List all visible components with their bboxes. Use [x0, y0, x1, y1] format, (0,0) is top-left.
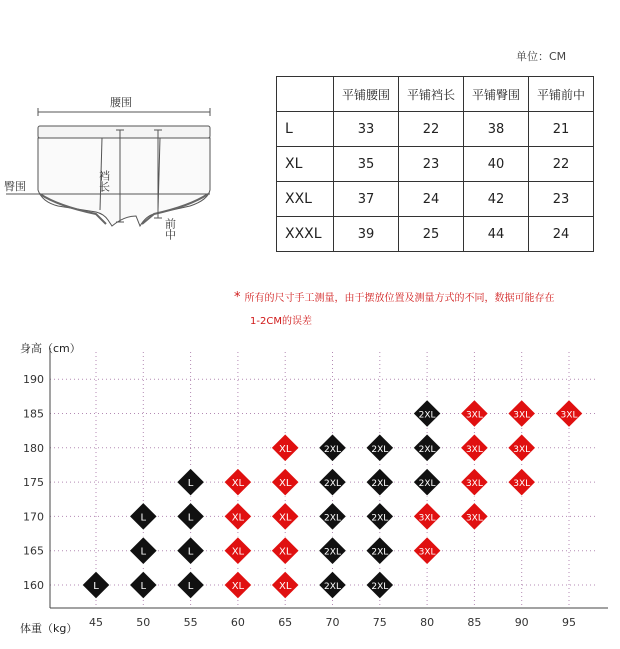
- marker-label: 2XL: [371, 547, 389, 558]
- size-marker-2xl: [319, 571, 347, 599]
- size-marker-xl: [271, 468, 299, 496]
- size-marker-2xl: [413, 400, 441, 428]
- table-cell: 33: [334, 112, 399, 147]
- table-cell: 24: [399, 182, 464, 217]
- size-marker-3xl: [460, 400, 488, 428]
- marker-label: XL: [231, 546, 245, 558]
- marker-label: L: [140, 512, 147, 524]
- y-tick-label: 180: [23, 441, 44, 455]
- x-tick-label: 85: [467, 616, 482, 629]
- note-line-1: 所有的尺寸手工测量，由于摆放位置及测量方式的不同，数据可能存在: [244, 293, 555, 304]
- size-marker-l: [129, 502, 157, 530]
- y-tick-label: 160: [23, 579, 44, 592]
- size-marker-xl: [224, 468, 252, 496]
- marker-label: 2XL: [371, 513, 389, 524]
- size-marker-3xl: [413, 537, 441, 565]
- table-row: [277, 182, 594, 217]
- marker-label: 2XL: [418, 479, 436, 490]
- size-marker-2xl: [366, 434, 394, 462]
- table-cell: 40: [464, 147, 529, 182]
- size-marker-xl: [271, 571, 299, 599]
- size-marker-2xl: [319, 502, 347, 530]
- table-row: [277, 217, 594, 252]
- marker-label: XL: [278, 478, 292, 490]
- marker-label: 2XL: [324, 479, 341, 490]
- size-marker-l: [177, 571, 205, 599]
- marker-label: 3XL: [465, 410, 483, 421]
- briefs-diagram: [0, 90, 230, 260]
- table-cell: 24: [529, 217, 594, 252]
- size-marker-2xl: [413, 434, 441, 462]
- marker-label: 3XL: [513, 410, 531, 421]
- marker-label: 2XL: [418, 444, 436, 455]
- size-marker-3xl: [413, 502, 441, 530]
- size-marker-l: [177, 502, 205, 530]
- size-table: [276, 76, 594, 252]
- x-tick-label: 70: [325, 616, 340, 629]
- size-marker-xl: [224, 571, 252, 599]
- y-axis-label: 身高（cm）: [20, 342, 81, 355]
- briefs-outline: [38, 126, 210, 226]
- hip-label: 臀围: [4, 180, 26, 193]
- size-marker-2xl: [319, 468, 347, 496]
- table-header-cell: 平铺腰围: [334, 77, 399, 112]
- table-cell: 22: [399, 112, 464, 147]
- marker-label: L: [187, 581, 194, 592]
- table-cell: 42: [464, 182, 529, 217]
- marker-label: 3XL: [418, 547, 436, 558]
- size-marker-xl: [271, 502, 299, 530]
- marker-label: XL: [278, 546, 292, 558]
- size-marker-xl: [224, 537, 252, 565]
- size-marker-xl: [271, 434, 299, 462]
- marker-label: 3XL: [560, 410, 578, 421]
- size-marker-2xl: [413, 468, 441, 496]
- marker-label: L: [140, 581, 147, 592]
- size-marker-2xl: [366, 502, 394, 530]
- measurement-note: [234, 286, 555, 333]
- table-row: [277, 147, 594, 182]
- table-cell-size: XXL: [277, 182, 334, 217]
- size-marker-2xl: [366, 468, 394, 496]
- y-tick-label: 170: [23, 510, 44, 524]
- marker-label: XL: [278, 512, 292, 524]
- size-marker-3xl: [508, 400, 536, 428]
- x-tick-label: 50: [136, 616, 151, 629]
- x-tick-label: 60: [230, 616, 245, 629]
- size-chart: [0, 330, 620, 649]
- size-marker-2xl: [319, 434, 347, 462]
- marker-label: L: [187, 478, 194, 490]
- marker-label: XL: [278, 581, 292, 592]
- x-tick-label: 75: [372, 616, 387, 629]
- front-label: 前中: [163, 218, 177, 240]
- table-cell: 38: [464, 112, 529, 147]
- marker-label: 2XL: [324, 513, 341, 524]
- size-marker-xl: [271, 537, 299, 565]
- x-tick-label: 80: [420, 616, 435, 629]
- marker-label: 2XL: [324, 582, 341, 592]
- x-tick-label: 55: [183, 616, 198, 629]
- marker-label: 3XL: [465, 479, 483, 490]
- size-marker-xl: [224, 502, 252, 530]
- note-star: *: [234, 290, 241, 305]
- table-header-cell: 平铺前中: [529, 77, 594, 112]
- table-header-cell: 平铺臀围: [464, 77, 529, 112]
- marker-label: 2XL: [371, 444, 389, 455]
- table-cell: 22: [529, 147, 594, 182]
- marker-label: 3XL: [418, 513, 436, 524]
- y-tick-label: 185: [23, 407, 44, 421]
- marker-label: 3XL: [465, 513, 483, 524]
- size-marker-l: [177, 537, 205, 565]
- x-tick-label: 90: [514, 616, 529, 629]
- y-tick-label: 175: [23, 476, 44, 490]
- table-header-row: [277, 77, 594, 112]
- table-cell-size: XL: [277, 147, 334, 182]
- y-tick-label: 190: [23, 373, 44, 387]
- x-tick-label: 45: [89, 616, 103, 629]
- marker-label: XL: [231, 478, 245, 490]
- marker-label: XL: [231, 512, 245, 524]
- size-marker-2xl: [366, 537, 394, 565]
- x-tick-label: 65: [278, 616, 293, 629]
- unit-label: 单位：CM: [516, 50, 567, 63]
- size-marker-l: [177, 468, 205, 496]
- size-marker-3xl: [460, 502, 488, 530]
- table-cell: 25: [399, 217, 464, 252]
- table-cell: 21: [529, 112, 594, 147]
- marker-label: 2XL: [418, 410, 436, 421]
- table-cell-size: XXXL: [277, 217, 334, 252]
- note-line-2: 1-2CM的误差: [250, 316, 312, 327]
- table-cell: 39: [334, 217, 399, 252]
- size-marker-3xl: [508, 434, 536, 462]
- marker-label: 2XL: [324, 547, 341, 558]
- size-marker-3xl: [555, 400, 583, 428]
- crotch-label: 裆长: [97, 170, 111, 192]
- y-tick-label: 165: [23, 544, 44, 558]
- marker-label: 3XL: [513, 444, 531, 455]
- size-marker-l: [129, 571, 157, 599]
- waist-label: 腰围: [110, 96, 132, 109]
- marker-label: L: [140, 546, 147, 558]
- x-tick-label: 95: [562, 616, 576, 629]
- table-cell: 35: [334, 147, 399, 182]
- table-cell: 37: [334, 182, 399, 217]
- size-marker-l: [82, 571, 110, 599]
- marker-label: 3XL: [465, 444, 483, 455]
- table-cell-size: L: [277, 112, 334, 147]
- marker-label: 2XL: [371, 479, 389, 490]
- marker-label: XL: [231, 581, 245, 592]
- marker-label: L: [187, 546, 194, 558]
- table-cell: 44: [464, 217, 529, 252]
- table-row: [277, 112, 594, 147]
- chart-points: [82, 400, 583, 600]
- marker-label: 2XL: [371, 582, 389, 592]
- marker-label: 2XL: [324, 444, 341, 455]
- marker-label: L: [93, 581, 99, 592]
- marker-label: XL: [278, 443, 292, 455]
- table-cell: 23: [399, 147, 464, 182]
- size-marker-3xl: [508, 468, 536, 496]
- marker-label: L: [187, 512, 194, 524]
- size-marker-3xl: [460, 434, 488, 462]
- x-axis-label: 体重（kg）: [20, 622, 78, 635]
- size-marker-l: [129, 537, 157, 565]
- size-marker-2xl: [366, 571, 394, 599]
- table-header-cell: 平铺裆长: [399, 77, 464, 112]
- table-cell: 23: [529, 182, 594, 217]
- size-marker-3xl: [460, 468, 488, 496]
- size-marker-2xl: [319, 537, 347, 565]
- marker-label: 3XL: [513, 479, 531, 490]
- table-header-cell: [277, 77, 334, 112]
